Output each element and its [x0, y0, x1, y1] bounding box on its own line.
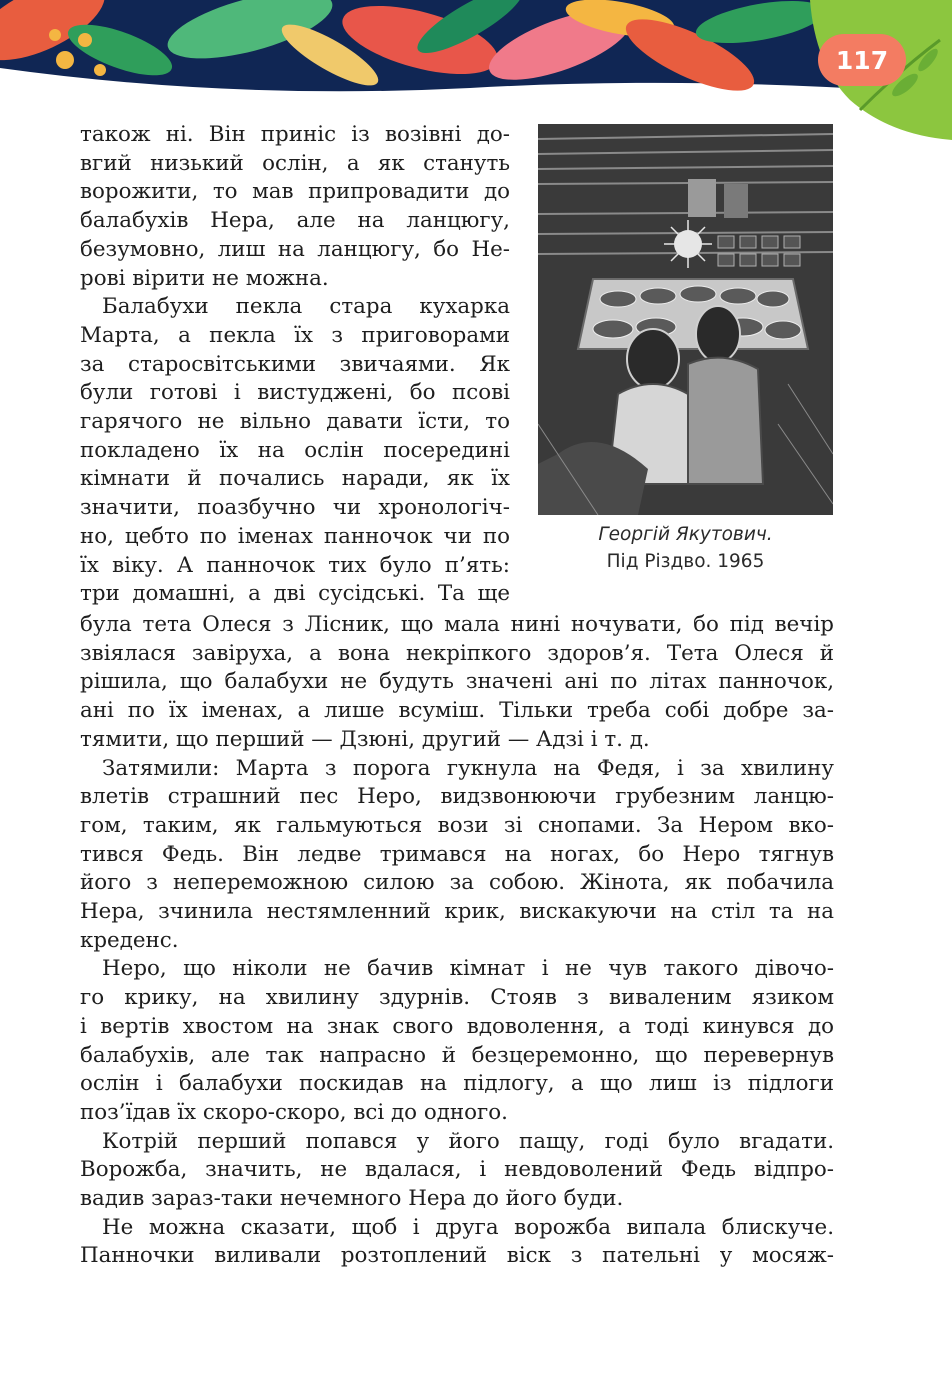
- text-line: його з непереможною силою за собою. Жінота, як побачила: [80, 870, 834, 896]
- paragraph: [80, 1214, 834, 1271]
- text-line: гарячого не вільно давати їсти, то: [80, 409, 510, 435]
- text-line: Неро, що ніколи не бачив кімнат і не чув такого дівочо-: [102, 956, 834, 982]
- text-line: Нера, зчинила нестямленний крик, вискакуючи на стіл та на: [80, 899, 834, 925]
- text-line: три домашні, а дві сусідські. Та ще: [80, 581, 510, 607]
- text-line: їх віку. А панночок тих було п’ять:: [80, 552, 510, 578]
- page-number-badge: [818, 34, 906, 86]
- text-line: балабухів Нера, але на ланцюгу,: [80, 208, 510, 234]
- paragraph: [80, 1128, 834, 1214]
- text-line: Марта, а пекла їх з приговорами: [80, 322, 510, 348]
- text-line: значити, поазбучно чи хронологіч-: [80, 495, 510, 521]
- text-line: гом, таким, як гальмуються вози зі снопами. За Нером вко-: [80, 812, 834, 838]
- text-line: була тета Олеся з Лісник, що мала нині ночувати, бо під вечір: [80, 612, 834, 637]
- text-line: рові вірити не можна.: [80, 265, 329, 291]
- text-column-wide: [80, 611, 834, 1271]
- caption-author: Георгій Якутович.: [598, 524, 773, 545]
- paragraph: [80, 955, 834, 1127]
- illustration-caption: [538, 521, 833, 575]
- paragraph: [80, 755, 834, 956]
- text-line: кімнати й почались наради, як їх: [80, 466, 510, 492]
- text-line: но, цебто по іменах панночок чи по: [80, 523, 510, 549]
- paragraph: [80, 611, 834, 755]
- text-line: влетів страшний пес Неро, видзвонюючи грубезним ланцю-: [80, 784, 834, 810]
- text-line: ворожити, то мав припровадити до: [80, 179, 510, 205]
- caption-title: Під Різдво. 1965: [606, 551, 765, 572]
- text-line: звіялася завіруха, а вона некріпкого здоров’я. Тета Олеся й: [80, 640, 834, 666]
- text-column-narrow: [80, 121, 510, 609]
- text-line: ані по їх іменах, а лише всуміш. Тільки треба собі добре за-: [80, 698, 834, 724]
- text-line: Ворожба, значить, не вдалася, і невдоволений Федь відпро-: [80, 1157, 834, 1183]
- text-line: креденс.: [80, 927, 179, 953]
- text-line: також ні. Він приніс із возівні до-: [80, 122, 510, 147]
- text-line: безумовно, лиш на ланцюгу, бо Не-: [80, 236, 510, 262]
- decorative-leaf-banner: [0, 0, 952, 140]
- text-line: рішила, що балабухи не будуть значені ані по літах панночок,: [80, 669, 834, 695]
- text-line: Панночки виливали розтоплений віск з пательні у мосяж-: [80, 1243, 834, 1269]
- text-line: тився Федь. Він ледве тримався на ногах, бо Неро тягнув: [80, 841, 834, 867]
- text-line: балабухів, але так напрасно й безцеремонно, що перевернув: [80, 1042, 834, 1068]
- text-line: Балабухи пекла стара кухарка: [102, 294, 510, 320]
- illustration-engraving: [538, 124, 833, 515]
- paragraph: [80, 121, 510, 293]
- paragraph: [80, 293, 510, 609]
- text-line: поз’їдав їх скоро-скоро, всі до одного.: [80, 1099, 508, 1125]
- text-line: Затямили: Марта з порога гукнула на Федя, і за хвилину: [102, 755, 834, 781]
- page-number: 117: [835, 45, 889, 75]
- text-line: покладено їх на ослін посередині: [80, 437, 510, 463]
- text-line: Не можна сказати, щоб і друга ворожба випала блискуче.: [102, 1214, 834, 1240]
- text-line: вгий низький ослін, а як стануть: [80, 150, 510, 176]
- text-line: і вертів хвостом на знак свого вдоволення, а тоді кинувся до: [80, 1013, 834, 1039]
- text-line: ослін і балабухи поскидав на підлогу, а що лиш із підлоги: [80, 1071, 834, 1097]
- text-line: Котрій перший попався у його пащу, годі було вгадати.: [102, 1128, 834, 1154]
- text-line: тямити, що перший — Дзюні, другий — Адзі і т. д.: [80, 726, 650, 752]
- text-line: вадив зараз-таки нечемного Нера до його буди.: [80, 1186, 624, 1212]
- text-line: за старосвітськими звичаями. Як: [80, 351, 510, 377]
- text-line: були готові і вистуджені, бо псові: [80, 380, 510, 406]
- text-line: го крику, на хвилину здурнів. Стояв з виваленим язиком: [80, 985, 834, 1011]
